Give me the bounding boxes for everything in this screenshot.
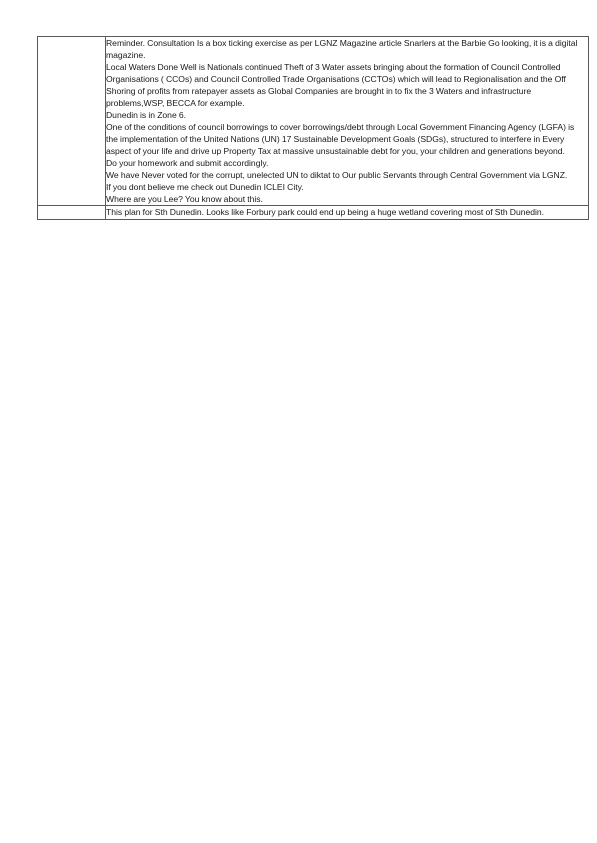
- row-id-cell: [38, 37, 106, 206]
- comment-paragraph: Reminder. Consultation Is a box ticking exercise as per LGNZ Magazine article Snarlers at the Barbie Go looking, it is a digital magazine.: [106, 38, 578, 60]
- table-row: [38, 206, 589, 220]
- comment-cell: [106, 206, 589, 220]
- comment-paragraph: Local Waters Done Well is Nationals continued Theft of 3 Water assets bringing about the formation of Council Controlled Organisations ( CCOs) and Council Controlled Trade Organisations (CCTOs) which will lead to Regionalisation and the Off Shoring of profits from ratepayer assets as Global Companies are brought in to fix the 3 Waters and infrastructure problems,WSP, BECCA for example.: [106, 62, 566, 108]
- row-id-cell: [38, 206, 106, 220]
- submissions-table: [37, 36, 589, 220]
- comment-paragraph: This plan for Sth Dunedin. Looks like Forbury park could end up being a huge wetland covering most of Sth Dunedin.: [106, 207, 544, 217]
- table-row: [38, 37, 589, 206]
- comment-paragraph: If you dont believe me check out Dunedin ICLEI City.: [106, 182, 304, 192]
- comment-paragraph: Do your homework and submit accordingly.: [106, 158, 269, 168]
- comment-paragraph: We have Never voted for the corrupt, unelected UN to diktat to Our public Servants through Central Government via LGNZ.: [106, 170, 568, 180]
- comment-paragraph: Dunedin is in Zone 6.: [106, 110, 186, 120]
- comment-paragraph: Where are you Lee? You know about this.: [106, 194, 263, 204]
- comment-paragraph: One of the conditions of council borrowings to cover borrowings/debt through Local Government Financing Agency (LGFA) is the implementation of the United Nations (UN) 17 Sustainable Development Goals (SDGs), structured to interfere in Every aspect of your life and drive up Property Tax at massive unsustainable debt for you, your children and generations beyond.: [106, 122, 575, 156]
- comment-cell: [106, 37, 589, 206]
